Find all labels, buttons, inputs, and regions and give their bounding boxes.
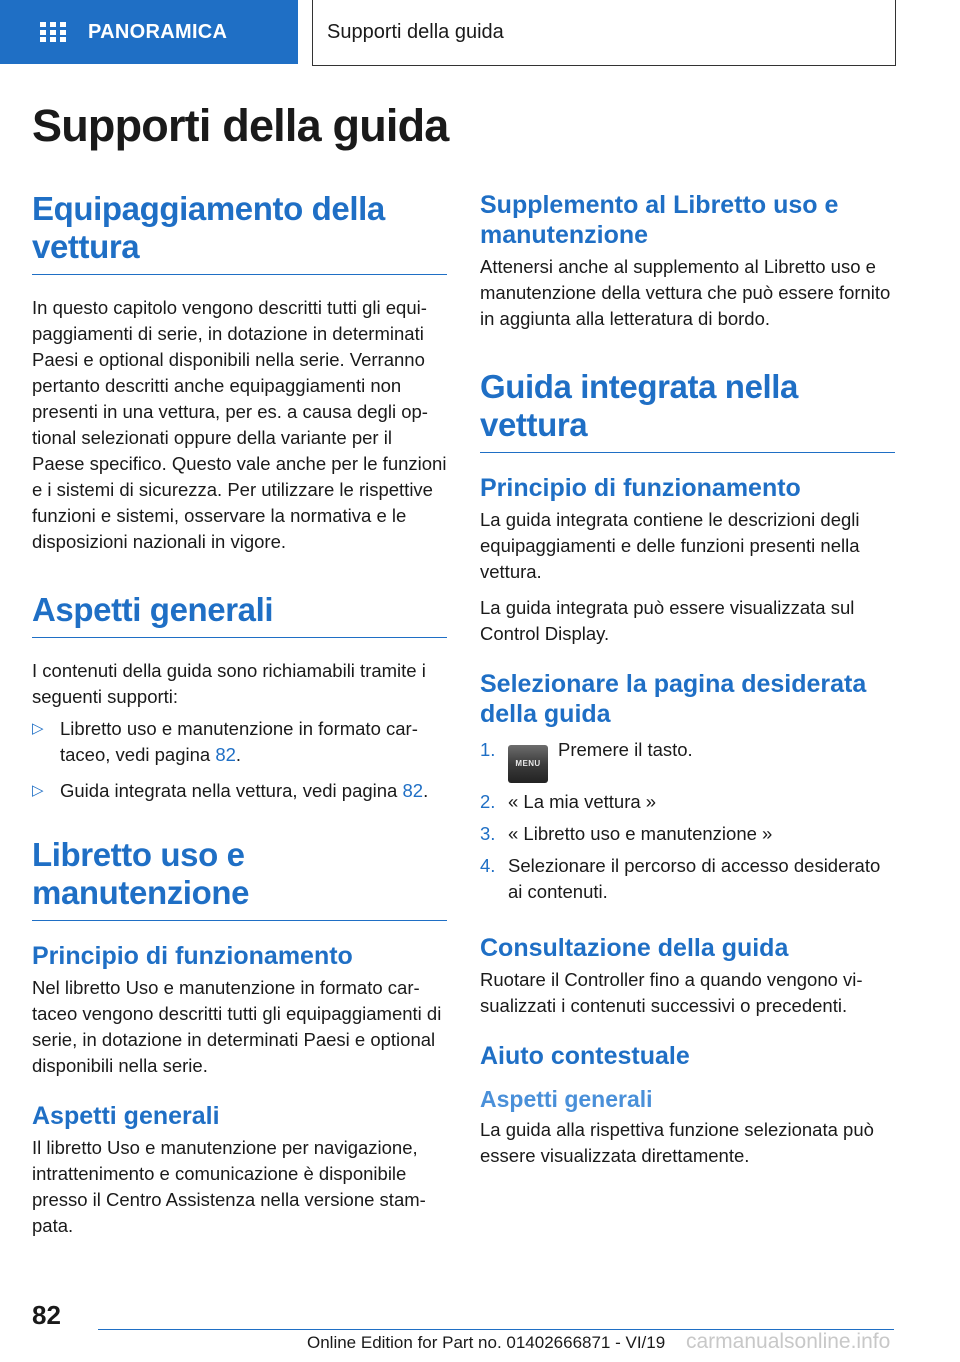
subsection-title-supplement: Supplemento al Libretto uso e manutenzione bbox=[480, 191, 839, 249]
steps-list bbox=[480, 737, 895, 905]
section-title-equipment: Equipaggiamento della vettura bbox=[32, 190, 447, 275]
page-number: 82 bbox=[32, 1300, 61, 1330]
list-item: 1. MENUPremere il tasto. bbox=[480, 737, 895, 783]
right-column bbox=[480, 190, 895, 1169]
left-column bbox=[32, 190, 447, 1239]
step-number: 2. bbox=[480, 791, 496, 812]
context-help-paragraph: La guida alla rispettiva funzione selezionata può essere visualizzata direttamente. bbox=[480, 1119, 874, 1166]
integrated-paragraph-1: La guida integrata contiene le descrizioni degli equipaggiamenti e delle funzioni presenti nella vettura. bbox=[480, 509, 860, 582]
section-title-owners-manual: Libretto uso e manutenzione bbox=[32, 836, 447, 921]
menu-key-icon: MENU bbox=[508, 745, 548, 783]
general-paragraph: I contenuti della guida sono richiamabili tramite i seguenti supporti: bbox=[32, 660, 426, 707]
page-link[interactable]: 82 bbox=[402, 780, 424, 801]
list-item: ▷ Libretto uso e manutenzione in formato cartaceo, vedi pagina 82. bbox=[32, 718, 418, 765]
step-number: 4. bbox=[480, 855, 496, 876]
principle-paragraph: Nel libretto Uso e manutenzione in formato cartaceo vengono descritti tutti gli equipaggiamenti di serie, in dotazione in determinati Paesi e optional disponibili nella serie. bbox=[32, 977, 442, 1076]
subsection-title-context-help: Aiuto contestuale bbox=[480, 1042, 690, 1070]
triangle-bullet-icon: ▷ bbox=[32, 782, 44, 799]
subsection-title-consult: Consultazione della guida bbox=[480, 934, 789, 962]
subsection-title-principle: Principio di funzionamento bbox=[32, 942, 353, 970]
overview-nav-button[interactable] bbox=[0, 0, 298, 64]
edition-text: Online Edition for Part no. 01402666871 - VI/19 bbox=[307, 1333, 666, 1352]
breadcrumb[interactable]: Supporti della guida bbox=[312, 0, 896, 66]
consult-paragraph: Ruotare il Controller fino a quando vengono visualizzati i contenuti successivi o precedenti. bbox=[480, 969, 863, 1016]
subsubsection-title-general: Aspetti generali bbox=[480, 1086, 653, 1112]
support-list bbox=[32, 716, 447, 804]
manual-general-paragraph: Il libretto Uso e manutenzione per navigazione, intrattenimento e comunicazione è disponibile presso il Centro Assistenza nella versione stampata. bbox=[32, 1137, 426, 1236]
list-item: 4. Selezionare il percorso di accesso desiderato ai contenuti. bbox=[480, 855, 881, 902]
overview-nav-label: PANORAMICA bbox=[88, 20, 228, 43]
equipment-paragraph: In questo capitolo vengono descritti tutti gli equipaggiamenti di serie, in dotazione in determinati Paesi e optional disponibili nella serie. Verranno pertanto descritti anche equipaggiamenti non presenti in una vettura, per es. a causa degli optional selezionati oppure della variante per il Paese specifico. Questo vale anche per le funzioni e i sistemi di sicurezza. Per utilizzare le rispettive funzioni e sistemi, osservare la normativa e le disposizioni nazionali in vigore. bbox=[32, 297, 447, 552]
step-number: 3. bbox=[480, 823, 496, 844]
triangle-bullet-icon: ▷ bbox=[32, 720, 44, 737]
step-number: 1. bbox=[480, 739, 496, 760]
watermark: carmanualsonline.info bbox=[686, 1330, 891, 1353]
subsection-title-select-page: Selezionare la pagina desiderata della guida bbox=[480, 670, 867, 728]
integrated-paragraph-2: La guida integrata può essere visualizzata sul Control Display. bbox=[480, 597, 855, 644]
section-title-general: Aspetti generali bbox=[32, 591, 447, 638]
list-item: 2. « La mia vettura » bbox=[480, 789, 895, 815]
top-bar bbox=[0, 0, 960, 66]
list-item: ▷ Guida integrata nella vettura, vedi pagina 82. bbox=[32, 778, 447, 804]
subsection-title-integrated-principle: Principio di funzionamento bbox=[480, 474, 801, 502]
grid-menu-icon bbox=[40, 22, 66, 42]
section-title-integrated-guide: Guida integrata nella vettura bbox=[480, 368, 895, 453]
page-link[interactable]: 82 bbox=[215, 744, 236, 765]
page-title: Supporti della guida bbox=[32, 100, 449, 151]
subsection-title-general: Aspetti generali bbox=[32, 1102, 220, 1130]
supplement-paragraph: Attenersi anche al supplemento al Libretto uso e manutenzione della vettura che può essere fornito in aggiunta alla letteratura di bordo. bbox=[480, 256, 891, 329]
list-item: 3. « Libretto uso e manutenzione » bbox=[480, 821, 895, 847]
